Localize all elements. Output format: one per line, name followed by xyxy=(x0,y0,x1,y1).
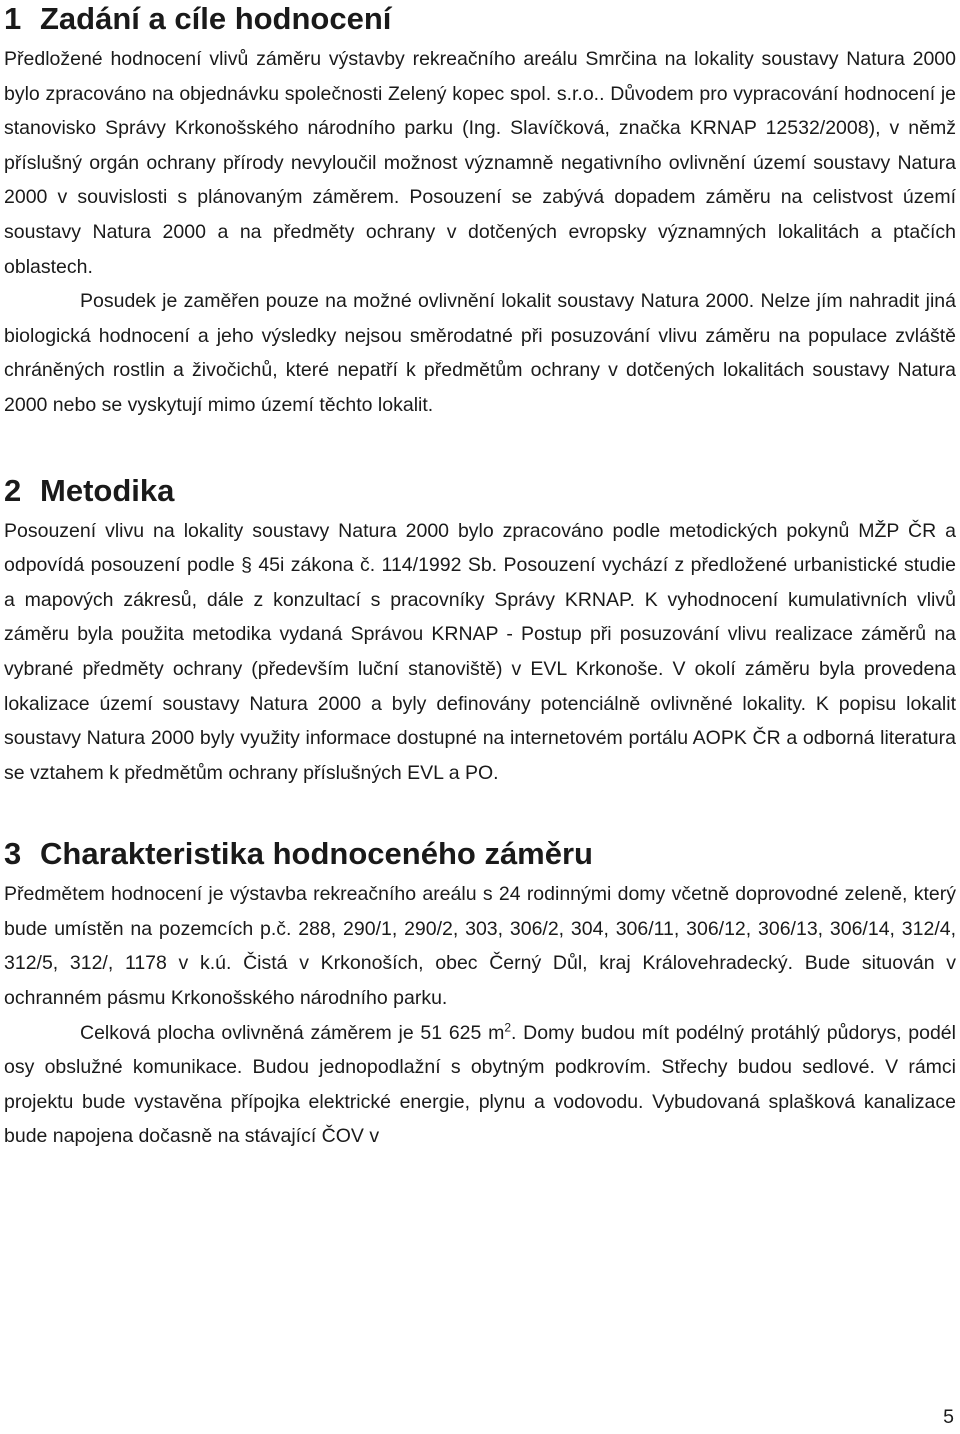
section-title: Metodika xyxy=(40,472,175,508)
section-title: Zadání a cíle hodnocení xyxy=(40,1,392,36)
section-number: 2 xyxy=(4,472,22,508)
section-heading-2 xyxy=(4,472,956,510)
section-zadani xyxy=(4,0,956,423)
area-text-continued: . Domy budou mít podélný protáhlý půdorys, podél osy obslužné komunikace. Budou jednopodlažní s obytným podkrovím. Střechy budou sedlové. V rámci projektu bude vystavěna přípojka elektrické energie, plynu a vodovodu. Vybudovaná splašková kanalizace bude napojena dočasně na stávající ČOV v xyxy=(4,1021,956,1148)
area-text: Celková plocha ovlivněná záměrem je 51 625 m xyxy=(80,1021,505,1044)
paragraph: Předložené hodnocení vlivů záměru výstavby rekreačního areálu Smrčina na lokality soustavy Natura 2000 bylo zpracováno na objednávku společnosti Zelený kopec spol. s.r.o.. Důvodem pro vypracování hodnocení je stanovisko Správy Krkonošského národního parku (Ing. Slavíčková, značka KRNAP 12532/2008), v němž příslušný orgán ochrany přírody nevyloučil možnost významně negativního ovlivnění území soustavy Natura 2000 v souvislosti s plánovaným záměrem. Posouzení se zabývá dopadem záměru na celistvost území soustavy Natura 2000 a na předměty ochrany v dotčených evropsky významných lokalitách a ptačích oblastech. xyxy=(4,48,956,278)
section-metodika xyxy=(4,472,956,791)
section-heading-1 xyxy=(4,0,956,38)
page-number: 5 xyxy=(943,1406,954,1428)
paragraph: Posouzení vlivu na lokality soustavy Natura 2000 bylo zpracováno podle metodických pokynů MŽP ČR a odpovídá posouzení podle § 45i zákona č. 114/1992 Sb. Posouzení vychází z předložené urbanistické studie a mapových zákresů, dále z konzultací s pracovníky Správy KRNAP. K vyhodnocení kumulativních vlivů záměru byla použita metodika vydaná Správou KRNAP - Postup při posuzování vlivu realizace záměrů na vybrané předměty ochrany (především luční stanoviště) v EVL Krkonoše. V okolí záměru byla provedena lokalizace území soustavy Natura 2000 a byly definovány potenciálně ovlivněné lokality. K popisu lokalit soustavy Natura 2000 byly využity informace dostupné na internetovém portálu AOPK ČR a odborná literatura se vztahem k předmětům ochrany příslušných EVL a PO. xyxy=(4,519,956,784)
superscript: 2 xyxy=(504,1020,512,1035)
page-content xyxy=(4,0,956,1154)
section-title: Charakteristika hodnoceného záměru xyxy=(40,836,593,872)
section-number: 3 xyxy=(4,836,22,872)
paragraph: Předmětem hodnocení je výstavba rekreačního areálu s 24 rodinnými domy včetně doprovodné zeleně, který bude umístěn na pozemcích p.č. 288, 290/1, 290/2, 303, 306/2, 304, 306/11, 306/12, 306/13, 306/14, 312/4, 312/5, 312/, 1178 v k.ú. Čistá v Krkonoších, obec Černý Důl, kraj Královehradecký. Bude situován v ochranném pásmu Krkonošského národního parku. xyxy=(4,883,956,1010)
section-number: 1 xyxy=(4,1,22,36)
section-heading-3 xyxy=(4,835,956,873)
section-charakteristika xyxy=(4,835,956,1154)
paragraph-area xyxy=(4,1016,956,1154)
paragraph: Posudek je zaměřen pouze na možné ovlivnění lokalit soustavy Natura 2000. Nelze jím nahradit jiná biologická hodnocení a jeho výsledky nejsou směrodatné při posuzování vlivu záměru na populace zvláště chráněných rostlin a živočichů, které nepatří k předmětům ochrany v dotčených lokalitách soustavy Natura 2000 nebo se vyskytují mimo území těchto lokalit. xyxy=(4,290,956,416)
